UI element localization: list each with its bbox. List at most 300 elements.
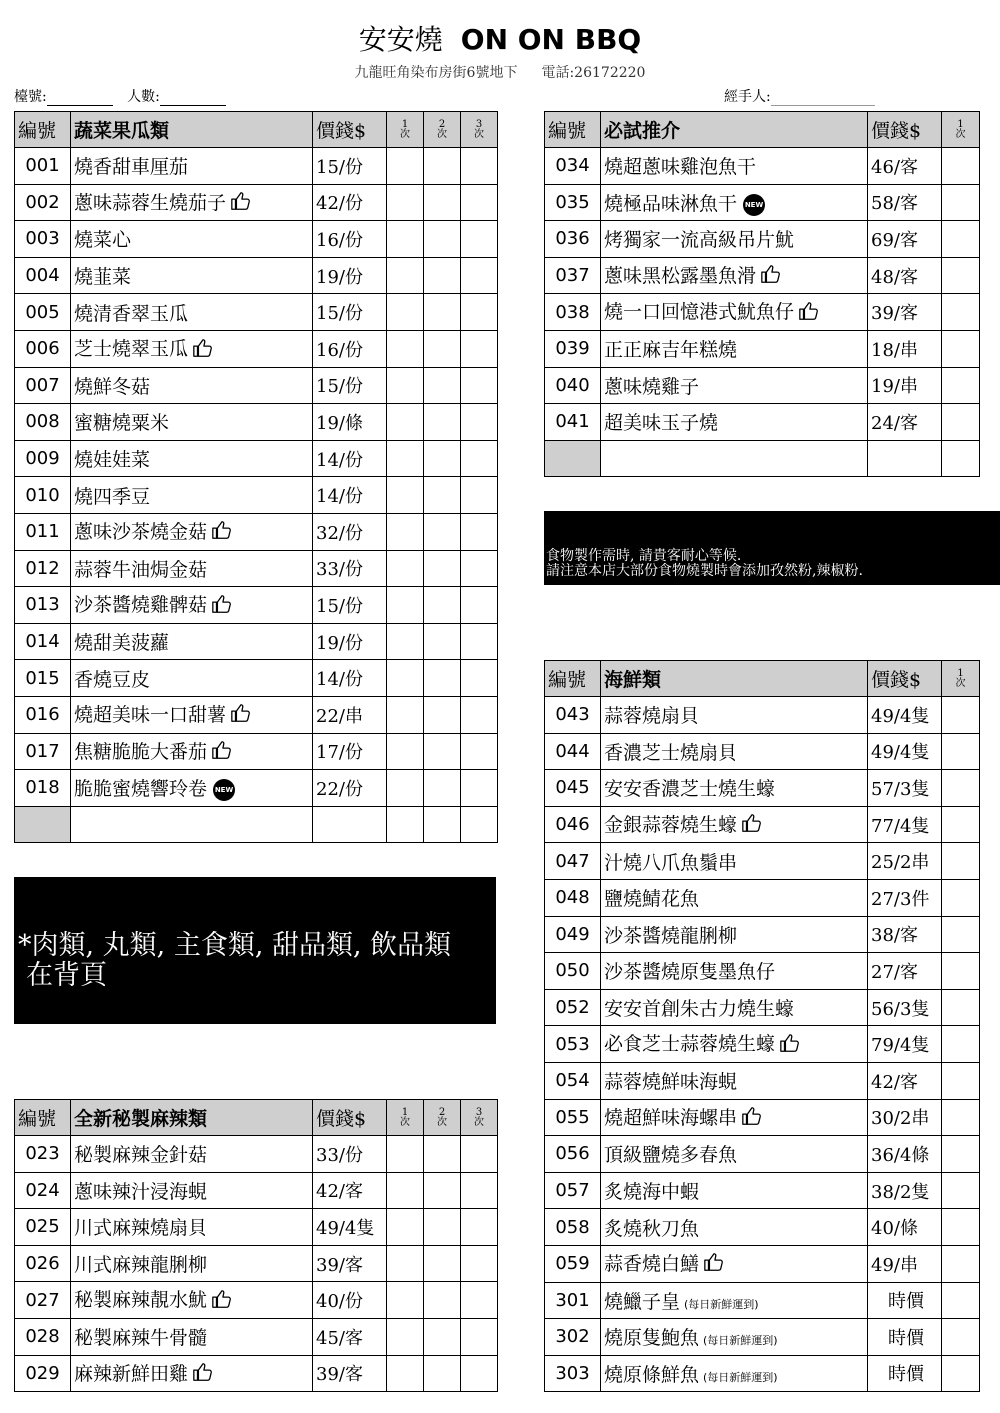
order-count-cell[interactable] [461, 1209, 498, 1246]
item-code: 015 [15, 660, 71, 697]
menu-row [15, 221, 498, 258]
order-count-cell[interactable] [387, 294, 424, 331]
item-name: 燒鱲子皇 [604, 1290, 681, 1313]
item-price: 19/份 [313, 623, 387, 660]
order-count-cell[interactable] [387, 1245, 424, 1282]
order-count-cell[interactable] [461, 367, 498, 404]
order-count-cell[interactable] [387, 770, 424, 807]
thumbs-up-icon [192, 337, 214, 364]
order-count-cell[interactable] [942, 404, 980, 441]
order-count-cell[interactable] [461, 184, 498, 221]
item-price: 79/4隻 [868, 1026, 942, 1063]
item-name: 脆脆蜜燒響玲卷 [74, 778, 208, 801]
menu-row [545, 953, 980, 990]
item-price: 時價 [868, 1282, 942, 1319]
item-name: 蒜蓉牛油焗金菇 [74, 558, 208, 581]
order-count-cell[interactable] [387, 1355, 424, 1392]
item-note: (每日新鮮運到) [684, 1297, 759, 1311]
order-count-cell[interactable] [942, 843, 980, 880]
order-count-cell[interactable] [461, 550, 498, 587]
order-count-cell[interactable] [461, 1136, 498, 1173]
order-count-cell[interactable] [424, 367, 461, 404]
order-count-cell[interactable] [424, 184, 461, 221]
order-count-cell[interactable] [387, 221, 424, 258]
item-price: 時價 [868, 1319, 942, 1356]
menu-row [545, 879, 980, 916]
order-count-cell[interactable] [942, 1172, 980, 1209]
menu-row [15, 513, 498, 550]
item-name-cell [71, 1282, 313, 1319]
item-name-cell [601, 843, 868, 880]
item-code: 045 [545, 770, 601, 807]
order-count-cell[interactable] [461, 1282, 498, 1319]
order-count-cell[interactable] [942, 294, 980, 331]
table-number-label: 檯號: [14, 89, 47, 105]
handler-label: 經手人: [724, 89, 771, 105]
item-price: 49/4隻 [313, 1209, 387, 1246]
item-price: 22/串 [313, 696, 387, 733]
item-code: 028 [15, 1318, 71, 1355]
order-count-cell[interactable] [942, 733, 980, 770]
menu-row [545, 294, 980, 331]
order-count-cell[interactable] [387, 550, 424, 587]
item-name: 秘製麻辣靚水魷 [74, 1289, 208, 1312]
order-count-cell[interactable] [942, 221, 980, 258]
item-price: 27/客 [868, 953, 942, 990]
blank-code-cell[interactable] [545, 440, 601, 477]
item-code: 302 [545, 1319, 601, 1356]
item-price: 45/客 [313, 1318, 387, 1355]
item-name: 蔥味辣汁浸海蜆 [74, 1180, 208, 1203]
menu-row [15, 1136, 498, 1173]
order-count-cell[interactable] [461, 148, 498, 185]
order-count-cell[interactable] [461, 660, 498, 697]
item-name: 沙茶醬燒原隻墨魚仔 [604, 961, 776, 984]
item-name-cell [71, 294, 313, 331]
item-name-cell [601, 953, 868, 990]
order-count-cell[interactable] [942, 1062, 980, 1099]
item-name: 安安香濃芝士燒生蠔 [604, 778, 776, 801]
order-count-cell[interactable] [424, 587, 461, 624]
item-name: 燒一口回憶港式魷魚仔 [604, 301, 795, 324]
item-code: 029 [15, 1355, 71, 1392]
item-name: 燒韮菜 [74, 266, 132, 289]
item-price: 14/份 [313, 660, 387, 697]
order-count-cell[interactable] [387, 660, 424, 697]
order-count-cell[interactable] [424, 1282, 461, 1319]
item-name-cell [601, 879, 868, 916]
item-name: 香燒豆皮 [74, 668, 151, 691]
item-name-cell [601, 1062, 868, 1099]
item-name-cell [71, 513, 313, 550]
item-name-cell [71, 221, 313, 258]
item-name: 麻辣新鮮田雞 [74, 1362, 189, 1385]
order-count-cell[interactable] [424, 806, 461, 843]
item-name-cell [71, 477, 313, 514]
item-name: 蜜糖燒粟米 [74, 412, 170, 435]
item-price: 49/串 [868, 1245, 942, 1282]
order-count-cell[interactable] [942, 953, 980, 990]
order-count-cell[interactable] [387, 623, 424, 660]
order-count-cell[interactable] [387, 513, 424, 550]
item-name-cell [71, 184, 313, 221]
item-price: 15/份 [313, 148, 387, 185]
order-count-cell[interactable] [424, 660, 461, 697]
menu-row [15, 770, 498, 807]
order-count-cell[interactable] [942, 148, 980, 185]
menu-row [15, 184, 498, 221]
menu-row [15, 660, 498, 697]
item-code: 049 [545, 916, 601, 953]
menu-row [545, 1319, 980, 1356]
order-count-cell[interactable] [387, 733, 424, 770]
order-count-cell[interactable] [942, 1319, 980, 1356]
item-price: 39/客 [313, 1245, 387, 1282]
menu-row [545, 1136, 980, 1173]
order-count-cell[interactable] [461, 513, 498, 550]
order-count-cell[interactable] [461, 733, 498, 770]
item-name: 燒四季豆 [74, 485, 151, 508]
order-count-cell[interactable] [387, 1282, 424, 1319]
menu-row [15, 477, 498, 514]
item-name-cell [601, 148, 868, 185]
menu-row [545, 1099, 980, 1136]
item-code: 018 [15, 770, 71, 807]
order-count-cell[interactable] [424, 477, 461, 514]
order-count-cell[interactable] [424, 1136, 461, 1173]
order-count-cell[interactable] [942, 1026, 980, 1063]
order-count-cell[interactable] [387, 367, 424, 404]
order-count-cell[interactable] [424, 1318, 461, 1355]
order-count-cell[interactable] [387, 587, 424, 624]
menu-row [15, 257, 498, 294]
order-count-cell[interactable] [942, 1099, 980, 1136]
new-badge-icon: NEW [213, 779, 235, 801]
menu-row [15, 330, 498, 367]
item-name: 燒香甜車厘茄 [74, 156, 189, 179]
item-price: 16/份 [313, 330, 387, 367]
order-count-cell[interactable] [942, 184, 980, 221]
item-price: 36/4條 [868, 1136, 942, 1173]
item-name-cell [71, 330, 313, 367]
item-name: 炙燒秋刀魚 [604, 1217, 700, 1240]
item-price: 22/份 [313, 770, 387, 807]
back-page-notice [14, 877, 496, 1024]
thumbs-up-icon [703, 1251, 725, 1278]
item-name: 秘製麻辣金針菇 [74, 1144, 208, 1167]
item-name-cell [601, 697, 868, 734]
order-count-cell[interactable] [387, 1209, 424, 1246]
item-name: 燒原條鮮魚 [604, 1363, 700, 1386]
title-english: ON ON BBQ [460, 23, 642, 56]
item-name: 蔥味沙茶燒金菇 [74, 520, 208, 543]
menu-row [545, 1062, 980, 1099]
menu-row [545, 806, 980, 843]
item-name-cell [601, 1355, 868, 1392]
order-count-cell[interactable] [424, 696, 461, 733]
order-count-cell[interactable] [942, 1355, 980, 1392]
item-name: 汁燒八爪魚鬚串 [604, 851, 738, 874]
order-count-cell[interactable] [461, 294, 498, 331]
item-name-cell [601, 367, 868, 404]
item-name: 金銀蒜蓉燒生蠔 [604, 813, 738, 836]
item-name-cell [71, 367, 313, 404]
times-2-header: 2 次 [424, 112, 461, 148]
order-count-cell[interactable] [942, 1136, 980, 1173]
item-name: 燒原隻鮑魚 [604, 1327, 700, 1350]
times-1-header: 1 次 [942, 112, 980, 148]
item-price: 14/份 [313, 440, 387, 477]
order-count-cell[interactable] [461, 221, 498, 258]
order-count-cell[interactable] [424, 404, 461, 441]
item-code: 046 [545, 806, 601, 843]
order-count-cell[interactable] [387, 806, 424, 843]
order-count-cell[interactable] [461, 1172, 498, 1209]
order-count-cell[interactable] [942, 1209, 980, 1246]
code-header: 編號 [545, 661, 601, 697]
thumbs-up-icon [760, 263, 782, 290]
item-price: 42/客 [868, 1062, 942, 1099]
order-count-cell[interactable] [424, 257, 461, 294]
spicy-table-header [15, 1100, 498, 1136]
item-name-cell [601, 1245, 868, 1282]
item-name: 超美味玉子燒 [604, 412, 719, 435]
order-count-cell[interactable] [461, 623, 498, 660]
item-code: 007 [15, 367, 71, 404]
handler-field[interactable] [724, 86, 875, 106]
item-price: 49/4隻 [868, 697, 942, 734]
table-number-field[interactable] [14, 86, 226, 106]
menu-row [545, 843, 980, 880]
order-count-cell[interactable] [387, 404, 424, 441]
seafood-table [544, 660, 980, 1392]
times-3-header: 3 次 [461, 112, 498, 148]
order-count-cell[interactable] [424, 1172, 461, 1209]
item-name: 燒極品味淋魚干 [604, 192, 738, 215]
item-code: 006 [15, 330, 71, 367]
item-code: 301 [545, 1282, 601, 1319]
blank-row [545, 440, 980, 477]
order-count-cell[interactable] [424, 1209, 461, 1246]
order-count-cell[interactable] [942, 440, 980, 477]
item-name: 烤獨家一流高級吊片魷 [604, 229, 795, 252]
order-count-cell[interactable] [424, 294, 461, 331]
order-count-cell[interactable] [942, 330, 980, 367]
order-count-cell[interactable] [942, 367, 980, 404]
order-count-cell[interactable] [942, 806, 980, 843]
order-count-cell[interactable] [942, 916, 980, 953]
item-code: 001 [15, 148, 71, 185]
item-price: 32/份 [313, 513, 387, 550]
order-count-cell[interactable] [424, 440, 461, 477]
times-1-header: 1 次 [387, 1100, 424, 1136]
blank-price-cell[interactable] [313, 806, 387, 843]
order-count-cell[interactable] [387, 184, 424, 221]
order-count-cell[interactable] [387, 1318, 424, 1355]
order-count-cell[interactable] [424, 733, 461, 770]
item-price: 33/份 [313, 1136, 387, 1173]
menu-row [545, 1209, 980, 1246]
item-code: 016 [15, 696, 71, 733]
item-price: 33/份 [313, 550, 387, 587]
order-count-cell[interactable] [461, 1355, 498, 1392]
blank-name-cell[interactable] [601, 440, 868, 477]
item-price: 69/客 [868, 221, 942, 258]
order-count-cell[interactable] [461, 404, 498, 441]
item-name: 燒清香翠玉瓜 [74, 302, 189, 325]
menu-row [545, 330, 980, 367]
item-price: 40/份 [313, 1282, 387, 1319]
item-name: 正正麻吉年糕燒 [604, 339, 738, 362]
item-name-cell [601, 1282, 868, 1319]
must-try-table [544, 111, 980, 477]
order-count-cell[interactable] [461, 770, 498, 807]
menu-row [545, 733, 980, 770]
order-count-cell[interactable] [461, 696, 498, 733]
order-count-cell[interactable] [424, 1245, 461, 1282]
blank-name-cell[interactable] [71, 806, 313, 843]
item-name: 蔥味燒雞子 [604, 375, 700, 398]
menu-row [545, 697, 980, 734]
order-count-cell[interactable] [942, 697, 980, 734]
section-title: 海鮮類 [601, 661, 868, 697]
seafood-table-header [545, 661, 980, 697]
item-name-cell [71, 1245, 313, 1282]
order-count-cell[interactable] [387, 257, 424, 294]
item-name-cell [601, 1099, 868, 1136]
item-price: 17/份 [313, 733, 387, 770]
order-count-cell[interactable] [461, 257, 498, 294]
order-count-cell[interactable] [387, 440, 424, 477]
item-code: 002 [15, 184, 71, 221]
item-code: 027 [15, 1282, 71, 1319]
order-count-cell[interactable] [942, 257, 980, 294]
item-price: 39/客 [313, 1355, 387, 1392]
item-price: 46/客 [868, 148, 942, 185]
item-name: 蔥味黑松露墨魚滑 [604, 264, 757, 287]
item-price: 15/份 [313, 587, 387, 624]
order-count-cell[interactable] [424, 221, 461, 258]
thumbs-up-icon [211, 593, 233, 620]
price-header: 價錢$ [868, 661, 942, 697]
order-count-cell[interactable] [461, 440, 498, 477]
blank-code-cell[interactable] [15, 806, 71, 843]
item-name: 沙茶醬燒雞髀菇 [74, 594, 208, 617]
item-name-cell [71, 404, 313, 441]
item-price: 25/2串 [868, 843, 942, 880]
blank-row [15, 806, 498, 843]
menu-row [545, 404, 980, 441]
order-count-cell[interactable] [387, 477, 424, 514]
item-name: 炙燒海中蝦 [604, 1181, 700, 1204]
order-count-cell[interactable] [461, 587, 498, 624]
back-page-notice-line1: *肉類, 丸類, 主食類, 甜品類, 飲品類 [18, 930, 452, 961]
menu-row [545, 148, 980, 185]
code-header: 編號 [545, 112, 601, 148]
address-line [0, 62, 1000, 82]
order-count-cell[interactable] [461, 1318, 498, 1355]
item-code: 054 [545, 1062, 601, 1099]
item-name-cell [601, 806, 868, 843]
menu-row [15, 733, 498, 770]
item-code: 047 [545, 843, 601, 880]
order-count-cell[interactable] [387, 148, 424, 185]
item-code: 009 [15, 440, 71, 477]
item-code: 017 [15, 733, 71, 770]
item-name-cell [71, 1355, 313, 1392]
item-name-cell [71, 440, 313, 477]
menu-row [545, 1026, 980, 1063]
item-code: 056 [545, 1136, 601, 1173]
item-name-cell [601, 404, 868, 441]
menu-row [545, 257, 980, 294]
item-name-cell [71, 257, 313, 294]
order-count-cell[interactable] [424, 770, 461, 807]
item-name-cell [601, 1209, 868, 1246]
item-price: 15/份 [313, 367, 387, 404]
item-name-cell [71, 1318, 313, 1355]
thumbs-up-icon [211, 739, 233, 766]
order-count-cell[interactable] [424, 330, 461, 367]
order-count-cell[interactable] [461, 477, 498, 514]
order-count-cell[interactable] [942, 989, 980, 1026]
item-name-cell [71, 1209, 313, 1246]
order-count-cell[interactable] [424, 513, 461, 550]
order-count-cell[interactable] [942, 1245, 980, 1282]
order-count-cell[interactable] [461, 330, 498, 367]
order-count-cell[interactable] [461, 1245, 498, 1282]
order-count-cell[interactable] [942, 879, 980, 916]
must-try-table-header [545, 112, 980, 148]
order-count-cell[interactable] [942, 1282, 980, 1319]
menu-row [15, 1282, 498, 1319]
order-count-cell[interactable] [424, 148, 461, 185]
item-name: 蔥味蒜蓉生燒茄子 [74, 191, 227, 214]
item-name: 川式麻辣龍脷柳 [74, 1254, 208, 1277]
item-price: 16/份 [313, 221, 387, 258]
order-count-cell[interactable] [424, 623, 461, 660]
item-name-cell [601, 1136, 868, 1173]
order-count-cell[interactable] [387, 330, 424, 367]
item-code: 059 [545, 1245, 601, 1282]
phone: 電話:26172220 [541, 65, 646, 81]
thumbs-up-icon [230, 190, 252, 217]
item-name-cell [71, 1136, 313, 1173]
item-name-cell [601, 770, 868, 807]
item-price: 38/客 [868, 916, 942, 953]
item-price: 19/串 [868, 367, 942, 404]
order-count-cell[interactable] [387, 1172, 424, 1209]
blank-price-cell[interactable] [868, 440, 942, 477]
order-count-cell[interactable] [424, 550, 461, 587]
menu-row [545, 1245, 980, 1282]
item-note: (每日新鮮運到) [703, 1334, 778, 1348]
item-name-cell [71, 550, 313, 587]
item-note: (每日新鮮運到) [703, 1370, 778, 1384]
item-name: 燒鮮冬菇 [74, 375, 151, 398]
order-count-cell[interactable] [461, 806, 498, 843]
menu-row [545, 770, 980, 807]
item-code: 023 [15, 1136, 71, 1173]
menu-row [545, 1355, 980, 1392]
order-count-cell[interactable] [942, 770, 980, 807]
order-count-cell[interactable] [387, 1136, 424, 1173]
item-code: 005 [15, 294, 71, 331]
item-name: 焦糖脆脆大番茄 [74, 740, 208, 763]
order-count-cell[interactable] [387, 696, 424, 733]
item-code: 057 [545, 1172, 601, 1209]
order-count-cell[interactable] [424, 1355, 461, 1392]
